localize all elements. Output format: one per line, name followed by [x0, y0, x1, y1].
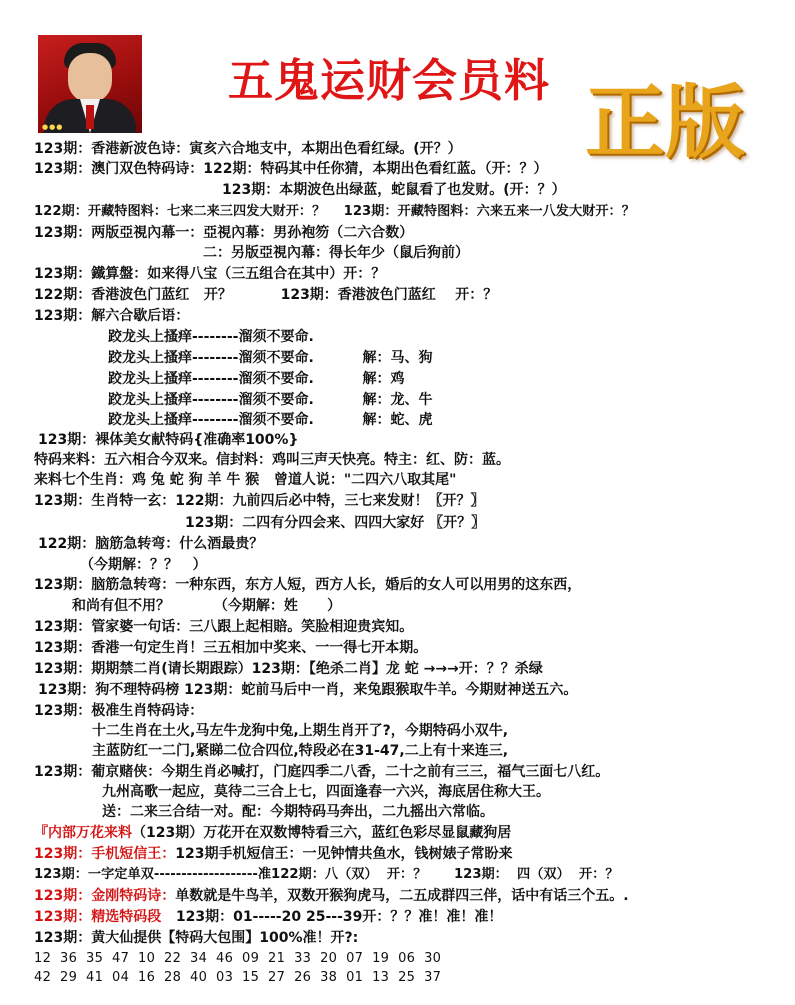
line-2: 123期：澳门双色特码诗：122期：特码其中任你猜，本期出色看红蓝。（开：？） [34, 161, 548, 177]
line-30: 主蓝防红一二门,紧睇二位合四位,特段必在31-47,二上有十来连三, [92, 743, 509, 759]
line-20: 122期：脑筋急转弯：什么酒最贵？ [38, 536, 264, 552]
line-12: 跤龙头上搔痒--------溜须不要命. 解：鸡 [108, 371, 405, 387]
line-19: 123期：二四有分四会来、四四大家好 〖开？〗 [185, 515, 486, 531]
line-1: 123期：香港新波色诗：寅亥六合地支中，本期出色看红绿。(开？） [34, 141, 462, 157]
red-line-3: 123期：一字定单双-------------------准122期：八（双） 开：？ 123期： 四（双） 开：？ [34, 867, 619, 882]
line-17: 来料七个生肖：鸡 兔 蛇 狗 羊 牛 猴 曾道人说："二四六八取其尾" [34, 472, 457, 488]
line-9: 123期：解六合歇后语： [34, 308, 190, 324]
line-11: 跤龙头上搔痒--------溜须不要命. 解：马、狗 [108, 350, 433, 366]
red-line-2: 123期：手机短信王：123期手机短信王：一见钟情共鱼水，钱树婊子常盼来 [34, 846, 513, 862]
red-line-6: 123期：黄大仙提供【特码大包围】100%准！开?: [34, 930, 359, 946]
line-23: 和尚有但不用？ （今期解：姓 ） [72, 598, 342, 614]
portrait-photo: ●●● [38, 35, 142, 133]
line-7: 123期：鐵算盤：如来得八宝（三五组合在其中）开：？ [34, 266, 386, 282]
line-32: 九州高歌一起应，莫待二三合上七，四面逢春一六兴，海底居住称大王。 [102, 784, 550, 800]
line-31: 123期：葡京赌侠：今期生肖必喊打，门庭四季二八香，二十之前有三三，福气三面七八红。 [34, 764, 610, 780]
line-22: 123期：脑筋急转弯：一种东西，东方人短，西方人长，婚后的女人可以用男的这东西， [34, 577, 582, 593]
line-10: 跤龙头上搔痒--------溜须不要命. [108, 329, 314, 345]
line-21: （今期解：？？ ） [80, 557, 207, 573]
number-row-2: 42 29 41 04 16 28 40 03 15 27 26 38 01 13 25 37 [34, 970, 442, 985]
line-29: 十二生肖在土火,马左牛龙狗中兔,上期生肖开了?，今期特码小双牛, [92, 723, 509, 739]
line-13: 跤龙头上搔痒--------溜须不要命. 解：龙、牛 [108, 392, 433, 408]
genuine-stamp: 正版 [585, 75, 745, 169]
line-28: 123期：极准生肖特码诗： [34, 703, 204, 719]
line-5: 123期：两版亞視內幕一：亞視內幕：男孙袍笏（二六合数） [34, 225, 414, 241]
line-18: 123期：生肖特一玄：122期：九前四后必中特，三七来发财！〖开？〗 [34, 493, 485, 509]
line-8: 122期：香港波色门蓝红 开？ 123期：香港波色门蓝红 开：？ [34, 287, 498, 303]
line-27: 123期：狗不理特码榜 123期：蛇前马后中一肖，来兔跟猴取牛羊。今期财神送五六。 [38, 682, 578, 698]
red-line-4: 123期：金刚特码诗：单数就是牛鸟羊，双数开猴狗虎马，二五成群四三伴，话中有话三个五。. [34, 888, 629, 904]
page-title: 五鬼运财会员料 [228, 54, 551, 107]
line-24: 123期：管家婆一句话：三八跟上起相賠。笑脸相迎贵宾知。 [34, 619, 414, 635]
line-26: 123期：期期禁二肖(请长期跟踪）123期：【绝杀二肖】龙 蛇 →→→开：？？杀绿 [34, 661, 543, 677]
red-line-5: 123期：精选特码段 123期：01-----20 25---39开：？？准！准！准！ [34, 909, 503, 925]
line-3: 123期：本期波色出绿蓝，蛇鼠看了也发财。(开：？） [222, 182, 566, 198]
line-14: 跤龙头上搔痒--------溜须不要命. 解：蛇、虎 [108, 412, 433, 428]
line-33: 送：二来三合结一对。配：今期特码马奔出，二九摇出六常临。 [102, 804, 494, 820]
line-4: 122期：开藏特图料：七来二来三四发大财开：？ 123期：开藏特图料：六来五来一八发大财开：？ [34, 204, 635, 219]
line-25: 123期：香港一句定生肖！三五相加中奖来、一一得七开本期。 [34, 640, 428, 656]
red-line-1: 『内部万花来料（123期）万花开在双数博特看三六，蓝红色彩尽显鼠藏狗居 [34, 825, 512, 841]
number-row-1: 12 36 35 47 10 22 34 46 09 21 33 20 07 19 06 30 [34, 951, 442, 966]
line-6: 二：另版亞視內幕：得长年少（鼠后狗前） [203, 245, 469, 261]
line-16: 特码来料：五六相合今双来。信封料：鸡叫三声天快亮。特主：红、防：蓝。 [34, 452, 510, 468]
line-15: 123期：裸体美女献特码{准确率100%} [38, 432, 299, 448]
